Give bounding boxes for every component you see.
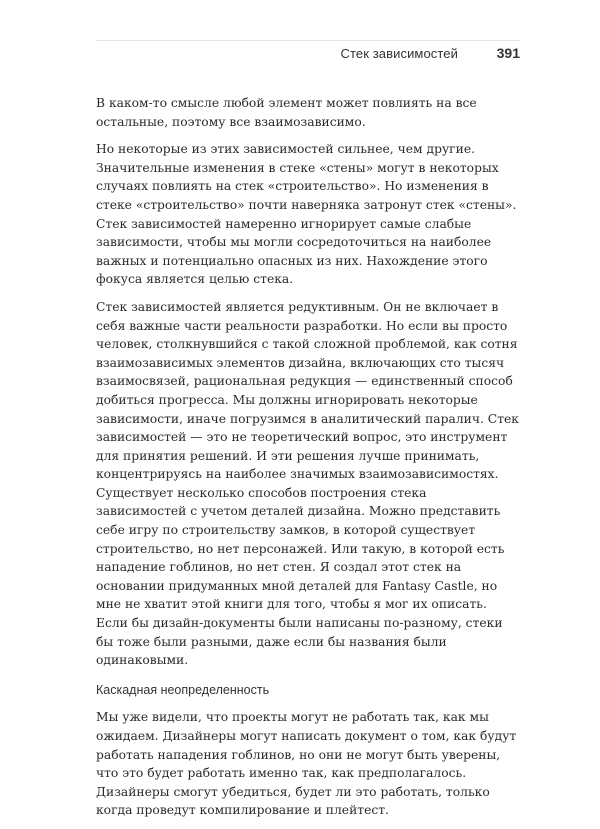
paragraph: Стек зависимостей является редуктивным. Он не включает в себя важные части реальности разработки. Но если вы просто человек, столкнувшийся с такой сложной проблемой, как сотня взаимозависимых элементов дизайна, включающих сто тысяч взаимосвязей, рациональная редукция — единственный способ добиться прогресса. Мы должны игнорировать некоторые зависимости, иначе погрузимся в аналитический паралич. Стек зависимостей — это не теоретический вопрос, это инструмент для принятия решений. И эти решения лучше принимать, концентрируясь на наиболее значимых взаимозависимостях. Существует несколько способов построения стека зависимостей с учетом деталей дизайна. Можно представить себе игру по строительству замков, в которой существует строительство, но нет персонажей. Или такую, в которой есть нападение гоблинов, но нет стен. Я создал этот стек на основании придуманных мной деталей для Fantasy Castle, но мне не хватит этой книги для того, чтобы я мог их описать. Если бы дизайн-документы были написаны по-разному, стеки бы тоже были разными, даже если бы названия были одинаковыми.	[96, 299, 519, 668]
paragraph: Мы уже видели, что проекты могут не работать так, как мы ожидаем. Дизайнеры могут написать документ о том, как будут работать нападения гоблинов, но они не могут быть уверены, что это будет работать именно так, как предполагалось. Дизайнеры смогут убедиться, будет ли это работать, только когда проведут компилирование и плейтест.	[96, 710, 517, 818]
running-header	[96, 44, 520, 64]
section-heading: Каскадная неопределенность	[96, 682, 270, 697]
paragraph: В каком-то смысле любой элемент может повлиять на все остальные, поэтому все взаимозависимо.	[96, 96, 477, 129]
header-rule	[96, 40, 520, 41]
paragraph: Но некоторые из этих зависимостей сильнее, чем другие. Значительные изменения в стеке «стены» могут в некоторых случаях повлиять на стек «строительство». Но изменения в стеке «строительство» почти наверняка затронут стек «стены». Стек зависимостей намеренно игнорирует самые слабые зависимости, чтобы мы могли сосредоточиться на наиболее важных и потенциально опасных из них. Нахождение этого фокуса является целью стека.	[96, 142, 517, 287]
page-body	[96, 94, 520, 829]
running-title: Стек зависимостей	[340, 46, 458, 61]
page-number: 391	[496, 45, 520, 61]
